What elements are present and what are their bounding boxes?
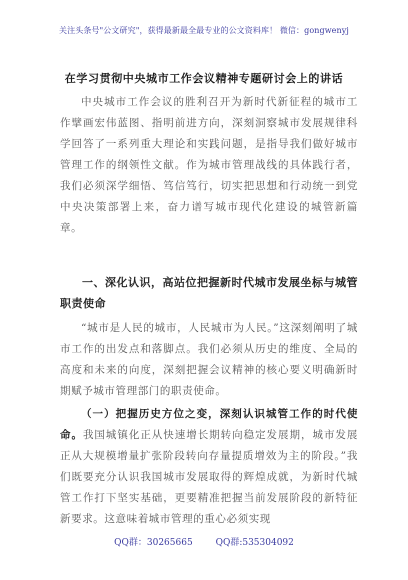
footer-qq-group-1: QQ群：30265665	[114, 538, 193, 548]
paragraph-intro: 中央城市工作会议的胜利召开为新时代新征程的城市工作擘画宏伟蓝图、指明前进方向，深刻洞察城市发展规律科学回答了一系列重大理论和实践问题，是指导我们做好城市管理工作的纲领性文献。作为城市管理战线的具体践行者，我们必须深学细悟、笃信笃行，切实把思想和行动统一到党中央决策部署上来，奋力谱写城市现代化建设的城管新篇章。	[60, 96, 358, 234]
footer	[0, 535, 408, 548]
paragraph-text: 我国城镇化正从快速增长期转向稳定发展期，城市发展正从大规模增量扩张阶段转向存量提质增效为主的阶段。”我们既要充分认识我国城市发展取得的辉煌成就，为新时代城管工作打下坚实基础，更要精准把握当前发展阶段的新特征新要求。这意味着城市管理的重心必须实现	[60, 429, 358, 525]
subsection-heading-1: （一）把握历史方位之变，深刻认识城管工作的时代使命。	[60, 408, 358, 441]
paragraph-people-city: “城市是人民的城市，人民城市为人民。”这深刻阐明了城市工作的出发点和落脚点。我们必须从历史的维度、全局的高度和未来的向度，深刻把握会议精神的核心要义明确新时期赋予城市管理部门的职责使命。	[60, 322, 358, 397]
header-note: 关注头条号"公文研究"，获得最新最全最专业的公文资料库！ 微信：gongwenyj	[59, 26, 349, 35]
footer-qq-group-2: QQ群:535304092	[215, 538, 294, 548]
document-title: 在学习贯彻中央城市工作会议精神专题研讨会上的讲话	[64, 72, 344, 85]
paragraph-historical-position	[60, 404, 358, 530]
section-heading-1: 一、深化认识，高站位把握新时代城市发展坐标与城管职责使命	[60, 276, 358, 310]
